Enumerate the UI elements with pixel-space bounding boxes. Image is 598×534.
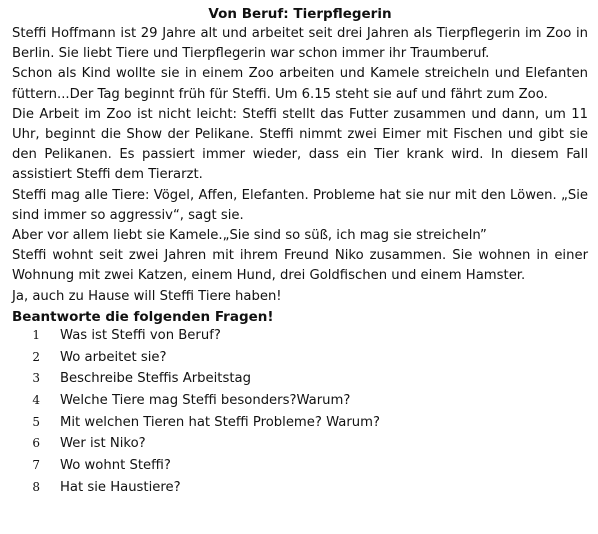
- question-item: [12, 480, 588, 502]
- paragraph-home: Steffi wohnt seit zwei Jahren mit ihrem Freund Niko zusammen. Sie wohnen in einer Wohnung mit zwei Katzen, einem Hund, drei Goldfischen und einem Hamster.: [12, 248, 588, 284]
- question-number: 3: [32, 371, 40, 386]
- question-item: [12, 415, 588, 437]
- question-text: Wo wohnt Steffi?: [60, 457, 171, 473]
- question-text: Welche Tiere mag Steffi besonders?Warum?: [60, 392, 351, 408]
- question-text: Hat sie Haustiere?: [60, 479, 181, 495]
- paragraph-work: Die Arbeit im Zoo ist nicht leicht: Steffi stellt das Futter zusammen und dann, um 11 Uhr, beginnt die Show der Pelikane. Steffi nimmt zwei Eimer mit Fischen und gibt sie den Pelikanen. Es passiert immer wieder, dass ein Tier krank wird. In diesem Fall assistiert Steffi dem Tierarzt.: [12, 106, 588, 183]
- questions-list: [12, 328, 588, 502]
- question-text: Wer ist Niko?: [60, 436, 146, 452]
- paragraph-camels: Aber vor allem liebt sie Kamele.„Sie sind so süß, ich mag sie streicheln”: [12, 228, 487, 244]
- document-title: Von Beruf: Tierpflegerin: [208, 6, 392, 22]
- question-item: [12, 371, 588, 393]
- paragraph-childhood: Schon als Kind wollte sie in einem Zoo arbeiten und Kamele streicheln und Elefanten füttern...Der Tag beginnt früh für Steffi. Um 6.15 steht sie auf und fährt zum Zoo.: [12, 66, 588, 102]
- question-item: [12, 350, 588, 372]
- question-number: 7: [32, 457, 40, 472]
- question-number: 1: [32, 327, 40, 342]
- question-item: [12, 328, 588, 350]
- question-text: Mit welchen Tieren hat Steffi Probleme? Warum?: [60, 414, 380, 430]
- question-number: 5: [32, 414, 40, 429]
- question-text: Was ist Steffi von Beruf?: [60, 327, 221, 343]
- question-number: 6: [32, 436, 40, 451]
- question-number: 2: [32, 349, 40, 364]
- question-item: [12, 458, 588, 480]
- paragraph-animals: Steffi mag alle Tiere: Vögel, Affen, Elefanten. Probleme hat sie nur mit den Löwen. „Sie sind immer so aggressiv“, sagt sie.: [12, 187, 588, 223]
- question-item: [12, 393, 588, 415]
- question-number: 8: [32, 479, 40, 494]
- question-item: [12, 436, 588, 458]
- paragraph-closing: Ja, auch zu Hause will Steffi Tiere haben!: [12, 288, 282, 304]
- question-text: Wo arbeitet sie?: [60, 349, 167, 365]
- question-text: Beschreibe Steffis Arbeitstag: [60, 371, 251, 387]
- question-number: 4: [32, 392, 40, 407]
- paragraph-intro: Steffi Hoffmann ist 29 Jahre alt und arbeitet seit drei Jahren als Tierpflegerin im Zoo in Berlin. Sie liebt Tiere und Tierpflegerin war schon immer ihr Traumberuf.: [12, 26, 588, 62]
- story-text: [12, 24, 588, 307]
- questions-heading: Beantworte die folgenden Fragen!: [12, 308, 274, 325]
